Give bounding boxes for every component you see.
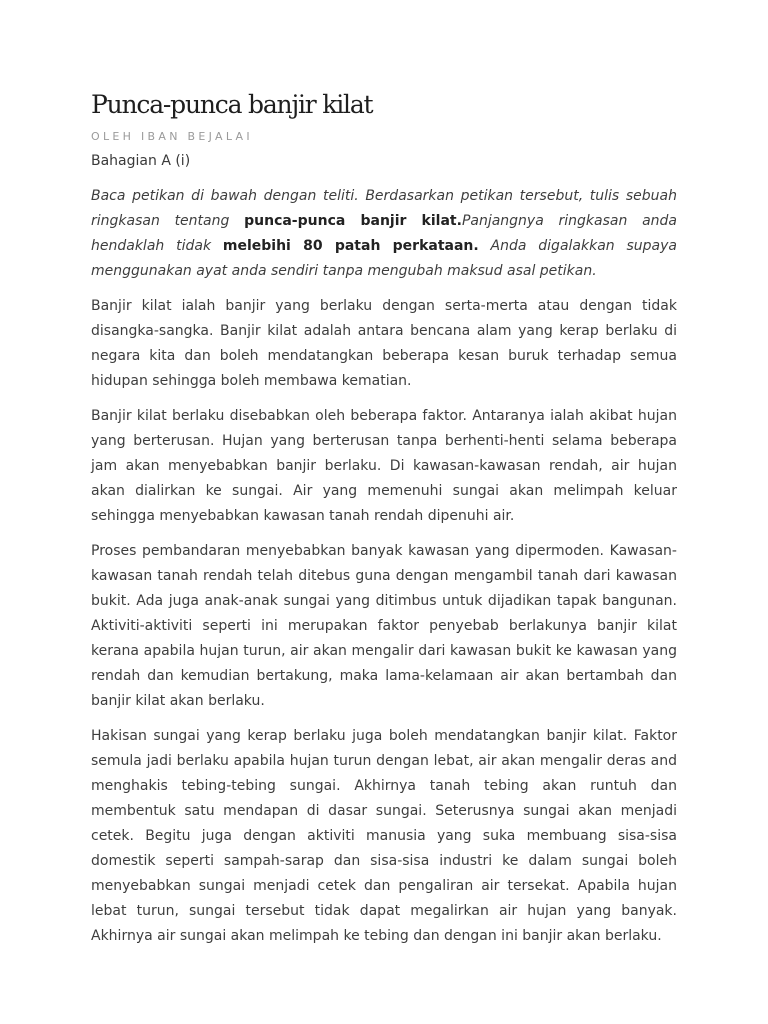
body-paragraph-2: Banjir kilat berlaku disebabkan oleh beberapa faktor. Antaranya ialah akibat hujan yang berterusan. Hujan yang berterusan tanpa berhenti-henti selama beberapa jam akan menyebabkan banjir berlaku. Di kawasan-kawasan rendah, air hujan akan dialirkan ke sungai. Air yang memenuhi sungai akan melimpah keluar sehingga menyebabkan kawasan tanah rendah dipenuhi air. — [91, 408, 677, 524]
instructions-paragraph — [91, 184, 677, 284]
instructions-text-2: Panjangnya ringkasan anda hendaklah tidak — [91, 213, 678, 254]
body-paragraph-4: Hakisan sungai yang kerap berlaku juga boleh mendatangkan banjir kilat. Faktor semula jadi berlaku apabila hujan turun dengan lebat, air akan mengalir deras and menghakis tebing-tebing sungai. Akhirnya tanah tebing akan runtuh dan membentuk satu mendapan di dasar sungai. Seterusnya sungai akan menjadi cetek. Begitu juga dengan aktiviti manusia yang suka membuang sisa-sisa domestik seperti sampah-sarap dan sisa-sisa industri ke dalam sungai boleh menyebabkan sungai menjadi cetek dan pengaliran air tersekat. Apabila hujan lebat turun, sungai tersebut tidak dapat megalirkan air hujan yang banyak. Akhirnya air sungai akan melimpah ke tebing dan dengan ini banjir akan berlaku. — [91, 728, 677, 944]
article-title: Punca-punca banjir kilat — [91, 90, 373, 119]
instructions-bold-topic: punca-punca banjir kilat. — [244, 213, 462, 229]
body-paragraph-3: Proses pembandaran menyebabkan banyak kawasan yang dipermoden. Kawasan-kawasan tanah rendah telah ditebus guna dengan mengambil tanah dari kawasan bukit. Ada juga anak-anak sungai yang ditimbus untuk dijadikan tapak bangunan. Aktiviti-aktiviti seperti ini merupakan faktor penyebab berlakunya banjir kilat kerana apabila hujan turun, air akan mengalir dari kawasan bukit ke kawasan yang rendah dan kemudian bertakung, maka lama-kelamaan air akan bertambah dan banjir kilat akan berlaku. — [91, 543, 677, 709]
body-paragraph-1: Banjir kilat ialah banjir yang berlaku dengan serta-merta atau dengan tidak disangka-sangka. Banjir kilat adalah antara bencana alam yang kerap berlaku di negara kita dan boleh mendatangkan beberapa kesan buruk terhadap semua hidupan sehingga boleh membawa kematian. — [91, 298, 677, 389]
article-byline: OLEH IBAN BEJALAI — [91, 130, 253, 143]
instructions-text-1: Baca petikan di bawah dengan teliti. Berdasarkan petikan tersebut, tulis sebuah ringkasan tentang — [91, 188, 677, 229]
section-label: Bahagian A (i) — [91, 153, 191, 169]
article — [91, 88, 677, 949]
instructions-bold-limit: melebihi 80 patah perkataan. — [222, 238, 479, 254]
instructions-text-3: Anda digalakkan supaya menggunakan ayat anda sendiri tanpa mengubah maksud asal petikan. — [91, 238, 677, 279]
